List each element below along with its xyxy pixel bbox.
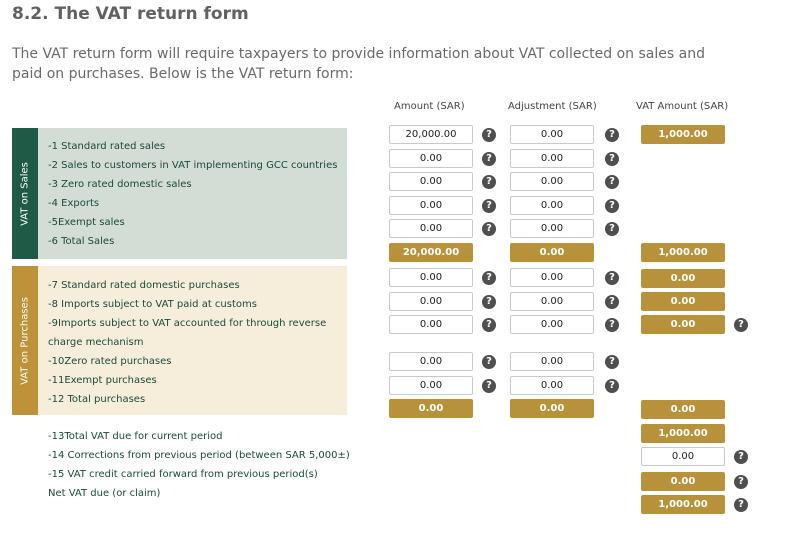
column-header-vat: VAT Amount (SAR) <box>636 101 729 112</box>
section-title: 8.2. The VAT return form <box>12 4 249 24</box>
sales-tab <box>12 128 38 259</box>
net-vat-value: 1,000.00 <box>641 495 725 514</box>
purchases-amount-input[interactable]: 0.00 <box>389 352 473 371</box>
sales-vat-value: 1,000.00 <box>641 125 725 144</box>
purchases-amount-input[interactable]: 0.00 <box>389 292 473 311</box>
summary-label-credit-carried: -15 VAT credit carried forward from previous period(s) <box>48 469 318 480</box>
question-icon[interactable]: ? <box>605 175 619 189</box>
question-icon[interactable]: ? <box>605 318 619 332</box>
question-icon[interactable]: ? <box>482 175 496 189</box>
question-icon[interactable]: ? <box>482 379 496 393</box>
purchases-vat-value: 0.00 <box>641 292 725 311</box>
sales-adjustment-input[interactable]: 0.00 <box>510 196 594 215</box>
purchases-adjustment-input[interactable]: 0.00 <box>510 376 594 395</box>
sales-amount-input[interactable]: 0.00 <box>389 172 473 191</box>
question-icon[interactable]: ? <box>734 475 748 489</box>
question-icon[interactable]: ? <box>482 152 496 166</box>
sales-row-label: -5Exempt sales <box>48 217 125 228</box>
summary-label-total-vat-due: -13Total VAT due for current period <box>48 431 223 442</box>
sales-total-amount: 20,000.00 <box>389 243 473 262</box>
question-icon[interactable]: ? <box>482 222 496 236</box>
question-icon[interactable]: ? <box>482 318 496 332</box>
sales-adjustment-input[interactable]: 0.00 <box>510 149 594 168</box>
question-icon[interactable]: ? <box>605 355 619 369</box>
sales-row-label: -1 Standard rated sales <box>48 141 166 152</box>
question-icon[interactable]: ? <box>605 295 619 309</box>
purchases-tab <box>12 266 38 415</box>
purchases-total-vat: 0.00 <box>641 400 725 419</box>
sales-tab-label: VAT on Sales <box>19 161 31 226</box>
column-header-amount: Amount (SAR) <box>394 101 465 112</box>
question-icon[interactable]: ? <box>734 498 748 512</box>
question-icon[interactable]: ? <box>734 450 748 464</box>
sales-amount-input[interactable]: 0.00 <box>389 219 473 238</box>
question-icon[interactable]: ? <box>605 222 619 236</box>
summary-label-corrections: -14 Corrections from previous period (between SAR 5,000±) <box>48 450 350 461</box>
sales-total-label: -6 Total Sales <box>48 236 115 247</box>
purchases-adjustment-input[interactable]: 0.00 <box>510 352 594 371</box>
purchases-total-amount: 0.00 <box>389 399 473 418</box>
purchases-row-label: -11Exempt purchases <box>48 375 157 386</box>
purchases-row-label: -8 Imports subject to VAT paid at customs <box>48 299 257 310</box>
purchases-tab-label: VAT on Purchases <box>19 296 31 385</box>
purchases-vat-value: 0.00 <box>641 269 725 288</box>
purchases-adjustment-input[interactable]: 0.00 <box>510 292 594 311</box>
summary-label-net-vat: Net VAT due (or claim) <box>48 488 161 499</box>
sales-total-adjustment: 0.00 <box>510 243 594 262</box>
purchases-row-label: -7 Standard rated domestic purchases <box>48 280 240 291</box>
question-icon[interactable]: ? <box>482 355 496 369</box>
sales-amount-input[interactable]: 20,000.00 <box>389 125 473 144</box>
sales-adjustment-input[interactable]: 0.00 <box>510 172 594 191</box>
question-icon[interactable]: ? <box>605 379 619 393</box>
purchases-amount-input[interactable]: 0.00 <box>389 268 473 287</box>
purchases-total-adjustment: 0.00 <box>510 399 594 418</box>
intro-text <box>12 44 772 84</box>
purchases-adjustment-input[interactable]: 0.00 <box>510 268 594 287</box>
sales-amount-input[interactable]: 0.00 <box>389 196 473 215</box>
purchases-row-label: -10Zero rated purchases <box>48 356 172 367</box>
question-icon[interactable]: ? <box>605 271 619 285</box>
column-header-adjustment: Adjustment (SAR) <box>508 101 597 112</box>
credit-carried-value: 0.00 <box>641 472 725 491</box>
question-icon[interactable]: ? <box>482 199 496 213</box>
purchases-total-label: -12 Total purchases <box>48 394 146 405</box>
question-icon[interactable]: ? <box>482 128 496 142</box>
purchases-adjustment-input[interactable]: 0.00 <box>510 315 594 334</box>
intro-line-1: The VAT return form will require taxpayers to provide information about VAT collected on sales and <box>12 46 705 62</box>
purchases-amount-input[interactable]: 0.00 <box>389 315 473 334</box>
corrections-input[interactable]: 0.00 <box>641 447 725 466</box>
intro-line-2: paid on purchases. Below is the VAT return form: <box>12 66 354 82</box>
total-vat-due-value: 1,000.00 <box>641 424 725 443</box>
sales-adjustment-input[interactable]: 0.00 <box>510 125 594 144</box>
purchases-amount-input[interactable]: 0.00 <box>389 376 473 395</box>
sales-adjustment-input[interactable]: 0.00 <box>510 219 594 238</box>
sales-row-label: -4 Exports <box>48 198 100 209</box>
purchases-vat-value: 0.00 <box>641 315 725 334</box>
purchases-row-label: -9Imports subject to VAT accounted for through reverse <box>48 318 327 329</box>
question-icon[interactable]: ? <box>734 318 748 332</box>
question-icon[interactable]: ? <box>482 271 496 285</box>
sales-amount-input[interactable]: 0.00 <box>389 149 473 168</box>
sales-total-vat: 1,000.00 <box>641 243 725 262</box>
question-icon[interactable]: ? <box>605 128 619 142</box>
question-icon[interactable]: ? <box>605 199 619 213</box>
question-icon[interactable]: ? <box>605 152 619 166</box>
purchases-row-label-cont: charge mechanism <box>48 337 144 348</box>
sales-row-label: -3 Zero rated domestic sales <box>48 179 192 190</box>
sales-row-label: -2 Sales to customers in VAT implementing GCC countries <box>48 160 338 171</box>
question-icon[interactable]: ? <box>482 295 496 309</box>
